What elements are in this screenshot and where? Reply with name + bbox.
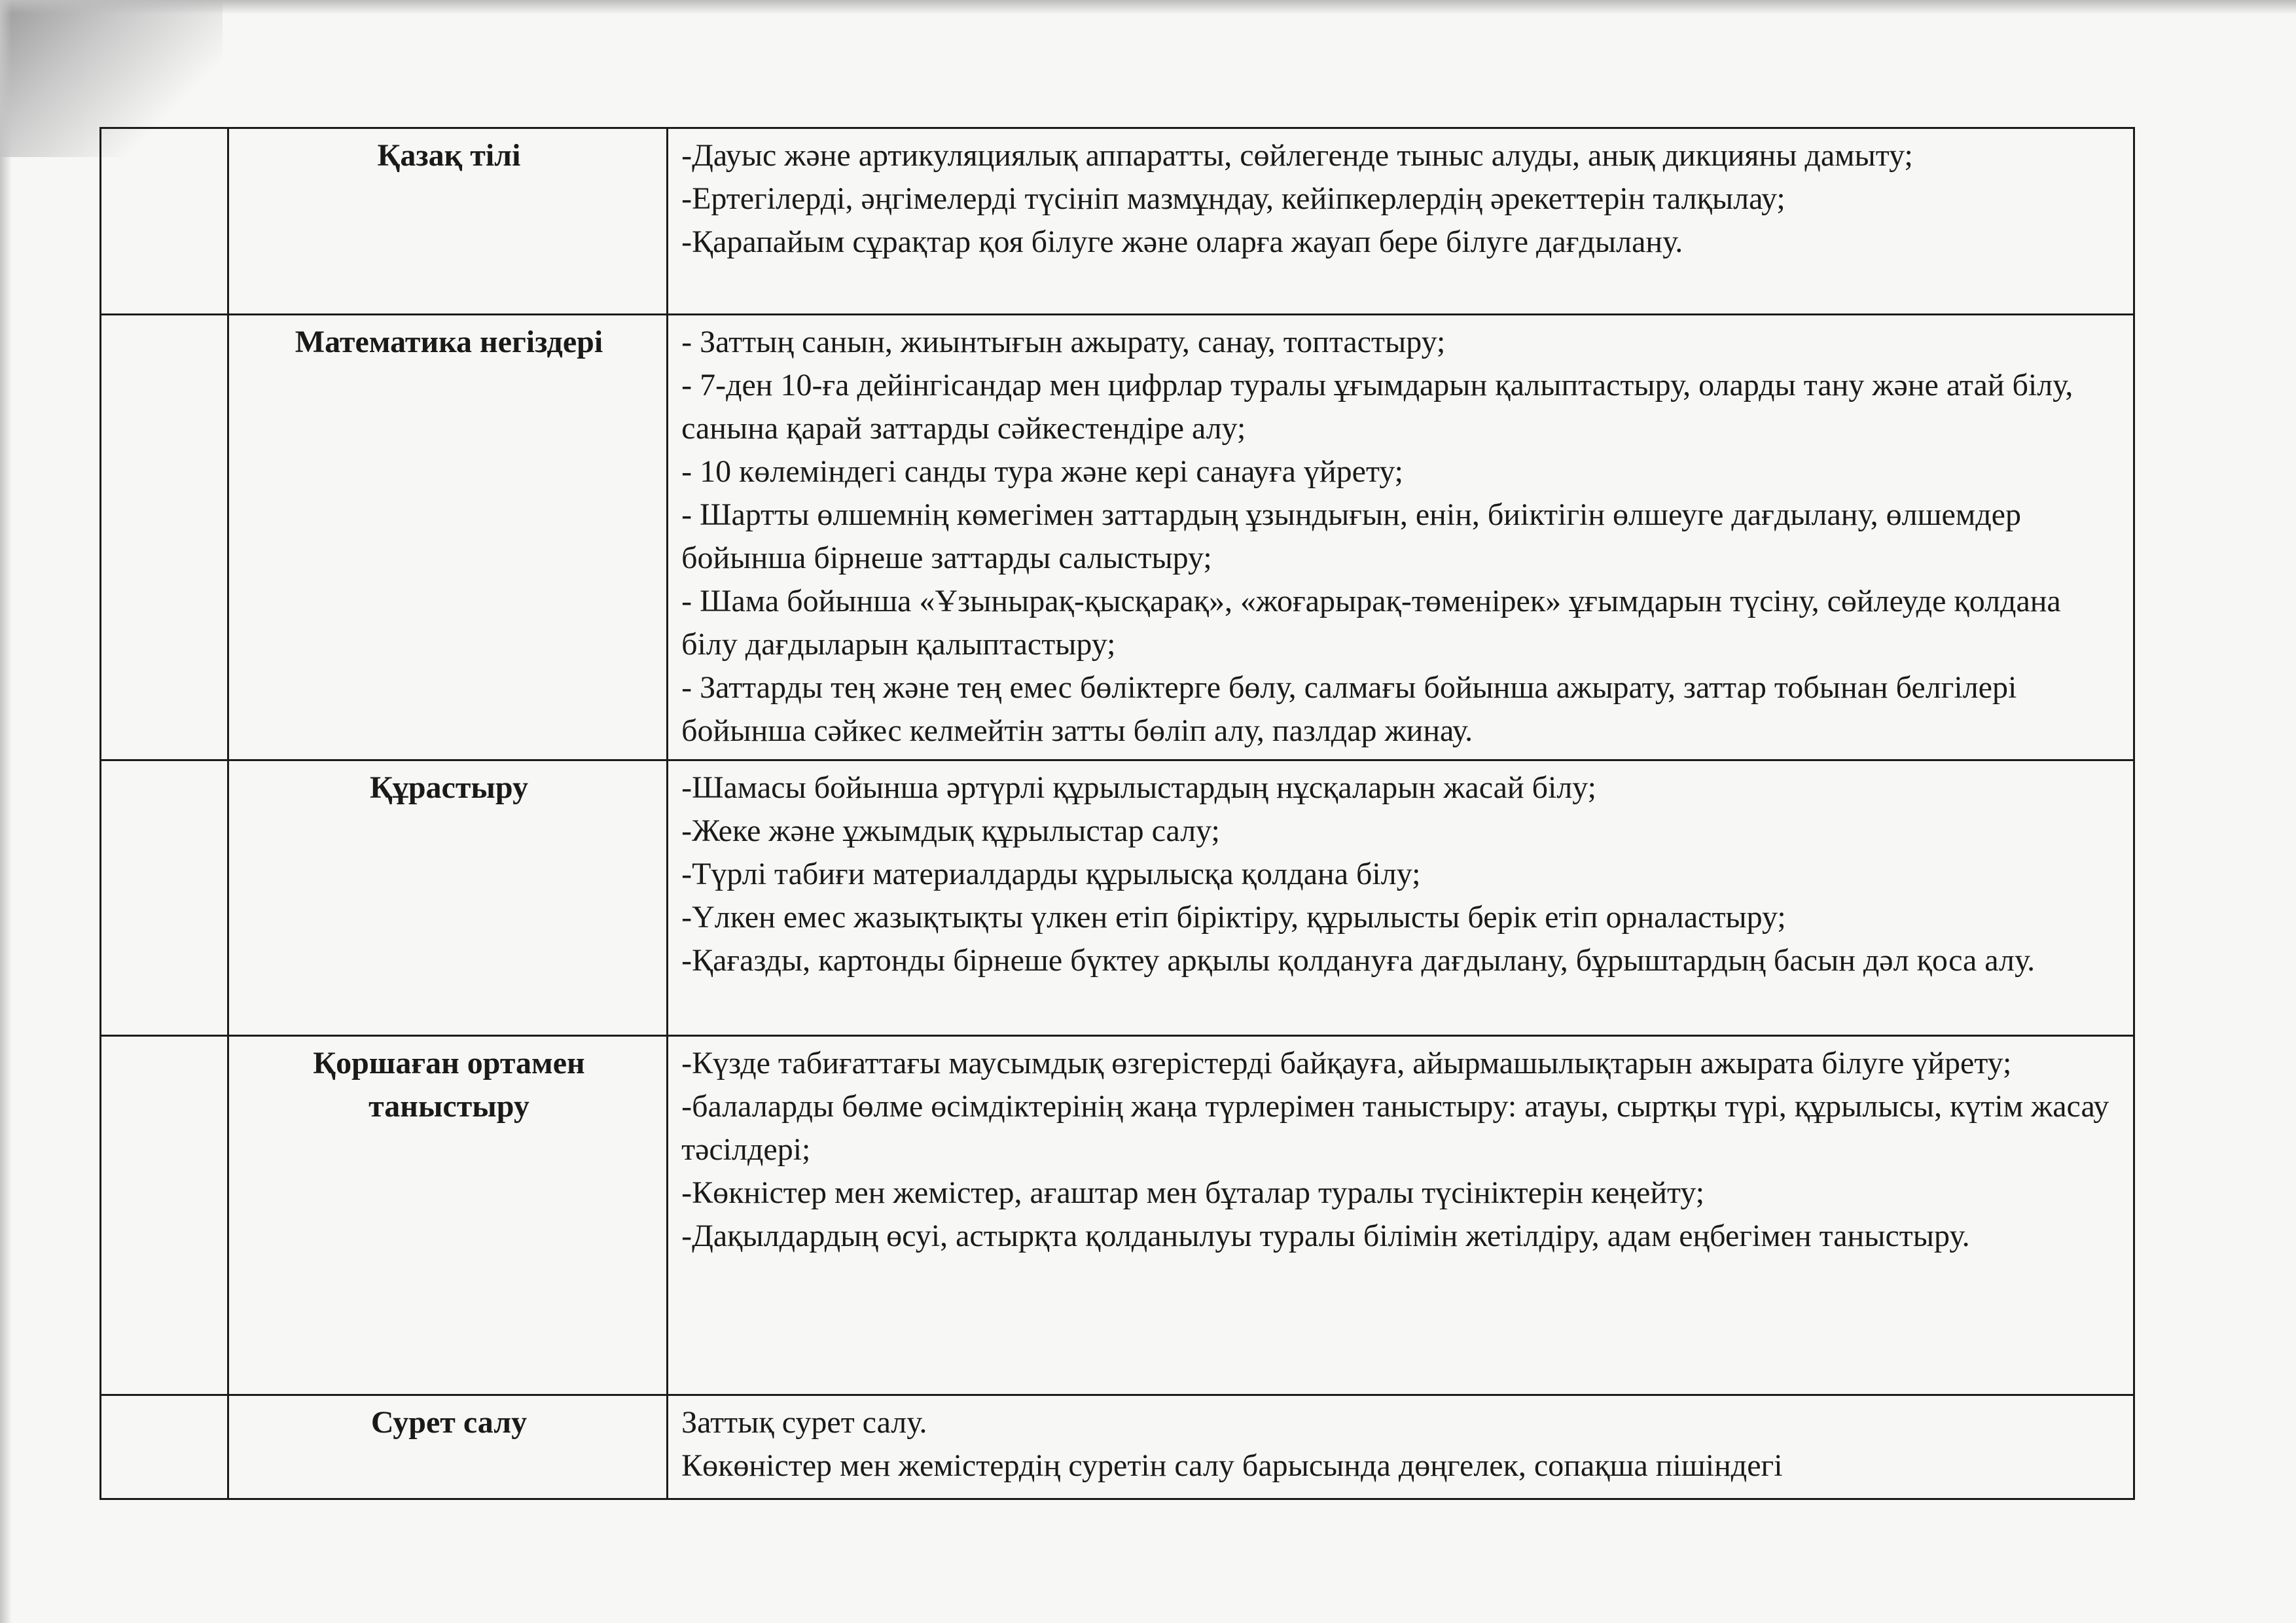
goals-cell bbox=[668, 128, 2134, 315]
subject-cell bbox=[228, 128, 667, 315]
table-row bbox=[101, 1395, 2134, 1499]
goal-line: - 10 көлеміндегі санды тура және кері санауға үйрету; bbox=[681, 454, 1404, 489]
goal-line: - Шартты өлшемнің көмегімен заттардың ұзындығын, енін, биіктігін өлшеуге дағдылану, өлшемдер бойынша бірнеше заттарды салыстыру; bbox=[681, 497, 2021, 575]
subject-label: Қоршаған ортамен таныстыру bbox=[313, 1046, 585, 1124]
goal-line: -Күзде табиғаттағы маусымдық өзгерістерді байқауға, айырмашылықтарын ажырата білуге үйрету; bbox=[681, 1046, 2012, 1080]
goals-cell bbox=[668, 1395, 2134, 1499]
goal-line: -Қарапайым сұрақтар қоя білуге және оларға жауап бере білуге дағдылану. bbox=[681, 224, 1683, 259]
goal-line: - Шама бойынша «Ұзынырақ-қысқарақ», «жоғарырақ-төменірек» ұғымдарын түсіну, сөйлеуде қолдана білу дағдыларын қалыптастыру; bbox=[681, 584, 2061, 662]
goal-line: Заттық сурет салу. bbox=[681, 1405, 927, 1440]
goals-cell bbox=[668, 760, 2134, 1036]
goal-line: -Шамасы бойынша әртүрлі құрылыстардың нұсқаларын жасай білу; bbox=[681, 770, 1596, 805]
goal-line: -Үлкен емес жазықтықты үлкен етіп біріктіру, құрылысты берік етіп орналастыру; bbox=[681, 900, 1786, 935]
scan-left-edge bbox=[0, 0, 12, 1623]
subject-cell bbox=[228, 1395, 667, 1499]
goal-line: -Түрлі табиғи материалдарды құрылысқа қолдана білу; bbox=[681, 857, 1421, 891]
goal-line: -Дақылдардың өсуі, астырқта қолданылуы туралы білімін жетілдіру, адам еңбегімен таныстыру. bbox=[681, 1219, 1970, 1253]
scan-top-edge bbox=[0, 0, 2296, 14]
blank-cell bbox=[101, 1395, 228, 1499]
table-row bbox=[101, 128, 2134, 315]
goal-line: -Жеке және ұжымдық құрылыстар салу; bbox=[681, 813, 1220, 848]
goals-cell bbox=[668, 1036, 2134, 1395]
table-row bbox=[101, 315, 2134, 760]
subject-label: Қазақ тілі bbox=[377, 138, 521, 173]
blank-cell bbox=[101, 315, 228, 760]
curriculum-table bbox=[99, 127, 2135, 1500]
subject-cell bbox=[228, 315, 667, 760]
goals-cell bbox=[668, 315, 2134, 760]
goal-line: -Дауыс және артикуляциялық аппаратты, сөйлегенде тыныс алуды, анық дикцияны дамыту; bbox=[681, 138, 1913, 173]
goal-line: - Заттарды тең және тең емес бөліктерге бөлу, салмағы бойынша ажырату, заттар тобынан белгілері бойынша сәйкес келмейтін затты бөліп алу, пазлдар жинау. bbox=[681, 670, 2017, 748]
blank-cell bbox=[101, 128, 228, 315]
subject-label: Сурет салу bbox=[370, 1405, 528, 1440]
goal-line: -Ертегілерді, әңгімелерді түсініп мазмұндау, кейіпкерлердің әрекеттерін талқылау; bbox=[681, 181, 1785, 216]
table-row bbox=[101, 1036, 2134, 1395]
blank-cell bbox=[101, 1036, 228, 1395]
subject-label: Математика негіздері bbox=[295, 325, 603, 359]
goal-line: -балаларды бөлме өсімдіктерінің жаңа түрлерімен таныстыру: атауы, сыртқы түрі, құрылысы, күтім жасау тәсілдері; bbox=[681, 1089, 2109, 1167]
goal-line: -Көкністер мен жемістер, ағаштар мен бұталар туралы түсініктерін кеңейту; bbox=[681, 1175, 1705, 1210]
subject-cell bbox=[228, 760, 667, 1036]
goal-line: -Қағазды, картонды бірнеше бүктеу арқылы қолдануға дағдылану, бұрыштардың басын дәл қоса алу. bbox=[681, 943, 2036, 978]
goal-line: - 7-ден 10-ға дейінгісандар мен цифрлар туралы ұғымдарын қалыптастыру, оларды тану және атай білу, санына қарай заттарды сәйкестендіре алу; bbox=[681, 368, 2073, 446]
subject-cell bbox=[228, 1036, 667, 1395]
goal-line: - Заттың санын, жиынтығын ажырату, санау, топтастыру; bbox=[681, 325, 1446, 359]
subject-label: Құрастыру bbox=[370, 770, 528, 805]
table-row bbox=[101, 760, 2134, 1036]
blank-cell bbox=[101, 760, 228, 1036]
goal-line: Көкөністер мен жемістердің суретін салу барысында дөңгелек, сопақша пішіндегі bbox=[681, 1448, 1783, 1483]
